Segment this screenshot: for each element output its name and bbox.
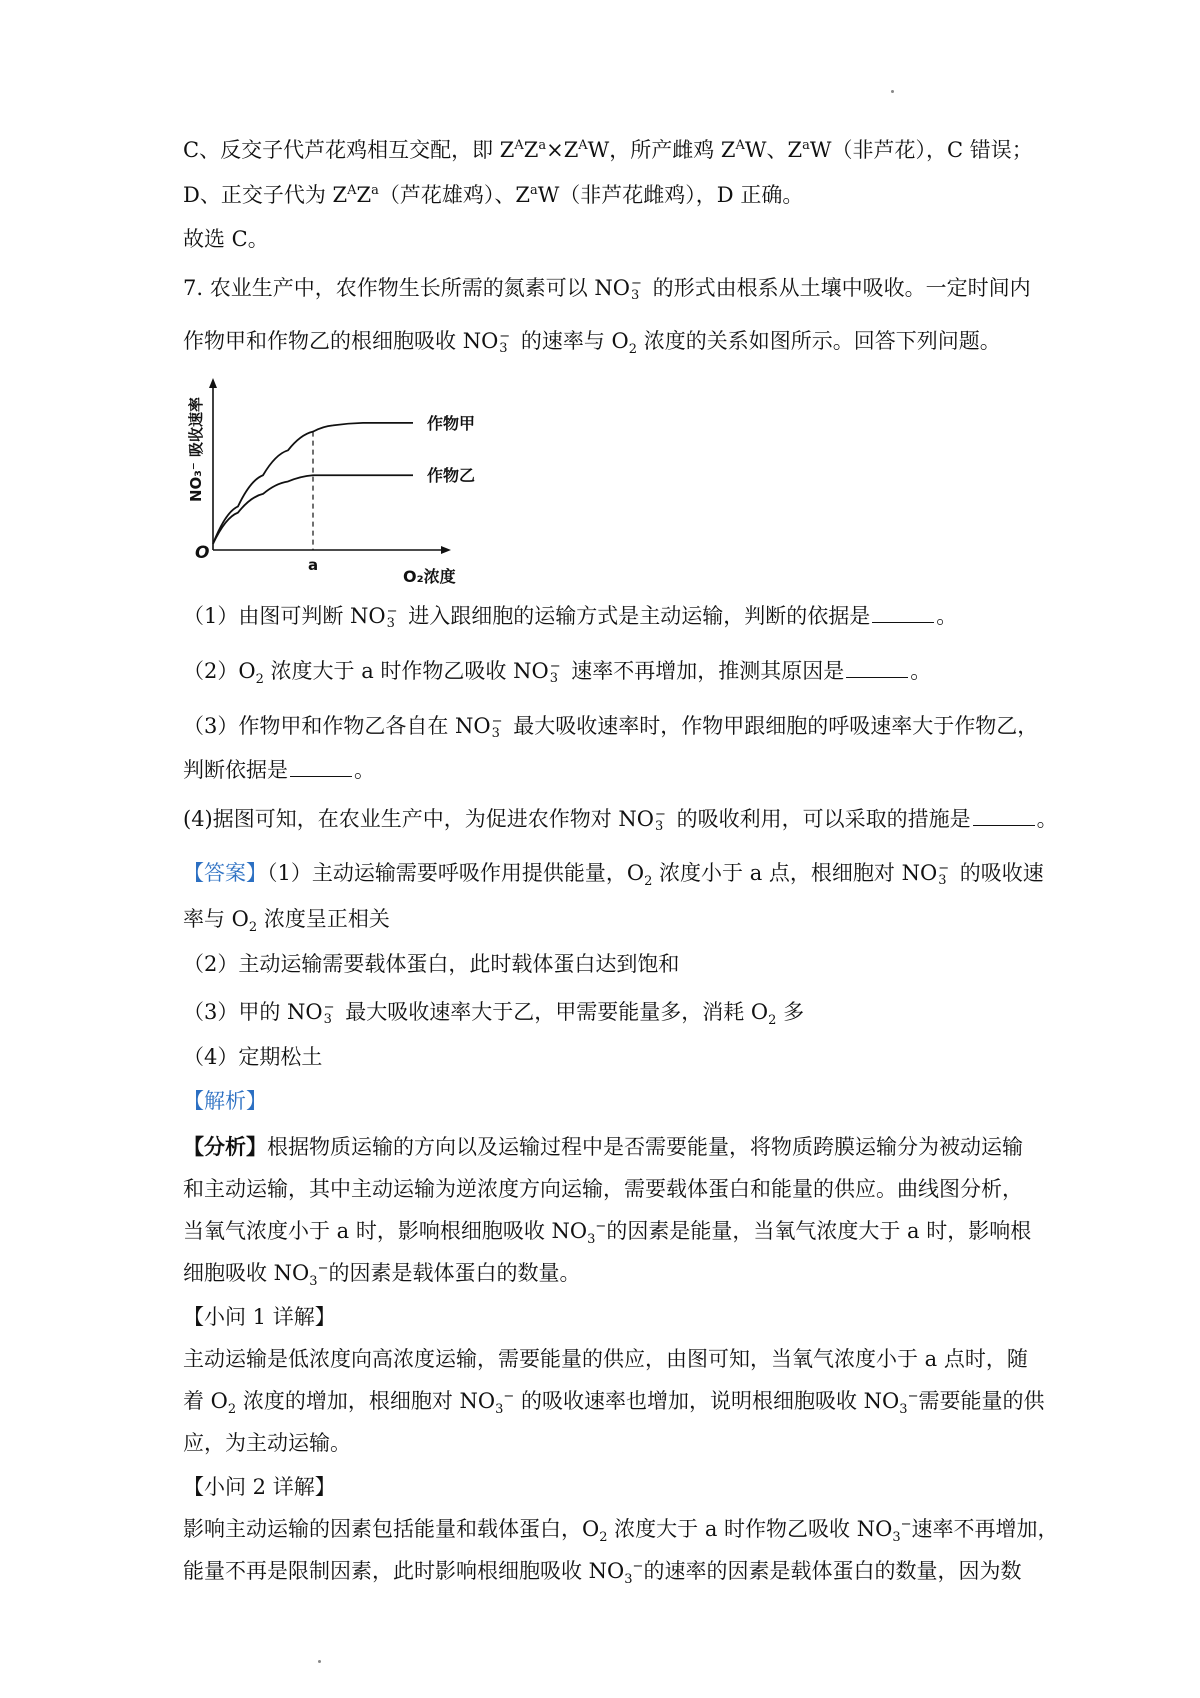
- answer-blank[interactable]: [973, 807, 1035, 826]
- analysis-line-3: 当氧气浓度小于 a 时，影响根细胞吸收 $NO_3^-$的因素是能量，当氧气浓度大于 a 时，影响根: [183, 1219, 1032, 1248]
- y-axis-arrow: [209, 378, 217, 388]
- scan-dot: [318, 1660, 321, 1663]
- x-axis-arrow: [441, 546, 451, 554]
- answer-blank[interactable]: [846, 659, 908, 678]
- sub-answer-1-heading: 【小问 1 详解】: [183, 1305, 336, 1329]
- analysis-tag: 【解析】: [183, 1089, 267, 1113]
- answer-line-5: （4）定期松土: [183, 1045, 323, 1069]
- crop-a-label: 作物甲: [427, 413, 476, 433]
- sub-question-3-line-1: （3）作物甲和作物乙各自在 NO − 3 最大吸收速率时，作物甲跟细胞的呼吸速率大于作物乙，: [183, 713, 1039, 741]
- answer-line-4: （3）甲的 NO − 3 最大吸收速率大于乙，甲需要能量多，消耗 $O_2$ 多: [183, 999, 805, 1029]
- answer-tag: 【答案】: [183, 861, 267, 885]
- option-d-line: D、正交子代为 $Z^AZ^a$（芦花雄鸡）、$Z^aW$（非芦花雌鸡），D 正确。: [183, 183, 804, 207]
- a-tick-label: a: [308, 556, 319, 574]
- x-axis-label: O₂浓度: [403, 567, 456, 586]
- sub-answer-2-line-2: 能量不再是限制因素，此时影响根细胞吸收 $NO_3^-$的速率的因素是载体蛋白的数量，因为数: [183, 1559, 1022, 1588]
- answer-blank[interactable]: [872, 604, 934, 623]
- sub-question-1: （1）由图可判断 NO − 3 进入跟细胞的运输方式是主动运输，判断的依据是 。: [183, 603, 958, 631]
- sub-answer-1-line-1: 主动运输是低浓度向高浓度运输，需要能量的供应，由图可知，当氧气浓度小于 a 点时，随: [183, 1347, 1028, 1371]
- sub-question-2: $(2)O_2$ 浓度大于 a 时作物乙吸收 NO − 3 速率不再增加，推测其原因是 。: [183, 658, 932, 688]
- analysis-line-4: 细胞吸收 $NO_3^-$的因素是载体蛋白的数量。: [183, 1261, 581, 1290]
- chart-axes: [209, 378, 451, 554]
- origin-label: O: [195, 543, 210, 563]
- y-axis-label: NO₃⁻ 吸收速率: [187, 396, 205, 502]
- question-7-line-2: 作物甲和作物乙的根细胞吸收 NO − 3 的速率与 $O_2$ 浓度的关系如图所示。回答下列问题。: [183, 328, 1001, 358]
- answer-line-2: 率与 $O_2$ 浓度呈正相关: [183, 907, 390, 936]
- answer-blank[interactable]: [290, 758, 352, 777]
- analysis-line-1: 【分析】根据物质运输的方向以及运输过程中是否需要能量，将物质跨膜运输分为被动运输: [183, 1134, 1023, 1159]
- sub-answer-1-line-3: 应，为主动运输。: [183, 1431, 351, 1455]
- answer-line-3: （2）主动运输需要载体蛋白，此时载体蛋白达到饱和: [183, 952, 680, 976]
- analysis-line-2: 和主动运输，其中主动运输为逆浓度方向运输，需要载体蛋白和能量的供应。曲线图分析，: [183, 1177, 1023, 1201]
- chart-lines: [213, 423, 413, 550]
- sub-answer-2-heading: 【小问 2 详解】: [183, 1475, 336, 1499]
- question-7-line-1: 7. 农业生产中，农作物生长所需的氮素可以 NO − 3 的形式由根系从土壤中吸收。一定时间内: [183, 275, 1031, 303]
- answer-line-1: 【答案】（1）主动运输需要呼吸作用提供能量，$O_2$ 浓度小于 a 点，根细胞对 NO − 3 的吸收速: [183, 860, 1044, 890]
- sub-answer-2-line-1: 影响主动运输的因素包括能量和载体蛋白，$O_2$ 浓度大于 a 时作物乙吸收 $NO_3^-$速率不再增加，: [183, 1517, 1059, 1546]
- sub-question-4: (4)据图可知，在农业生产中，为促进农作物对 NO − 3 的吸收利用，可以采取的措施是 。: [183, 806, 1058, 834]
- answer-choice-line: 故选 C。: [183, 227, 269, 251]
- option-c-line: C、反交子代芦花鸡相互交配，即 $Z^AZ^a\times Z^AW$，所产雌鸡 $Z^AW$、$Z^aW$（非芦花），C 错误；: [183, 138, 1033, 162]
- scan-dot: [891, 90, 894, 93]
- sub-question-3-line-2: 判断依据是 。: [183, 758, 375, 782]
- no3-absorption-chart: [183, 368, 513, 590]
- sub-answer-1-line-2: 着 $O_2$ 浓度的增加，根细胞对 $NO_3^-$ 的吸收速率也增加，说明根细胞吸收 $NO_3^-$需要能量的供: [183, 1389, 1045, 1418]
- crop-b-label: 作物乙: [427, 466, 476, 486]
